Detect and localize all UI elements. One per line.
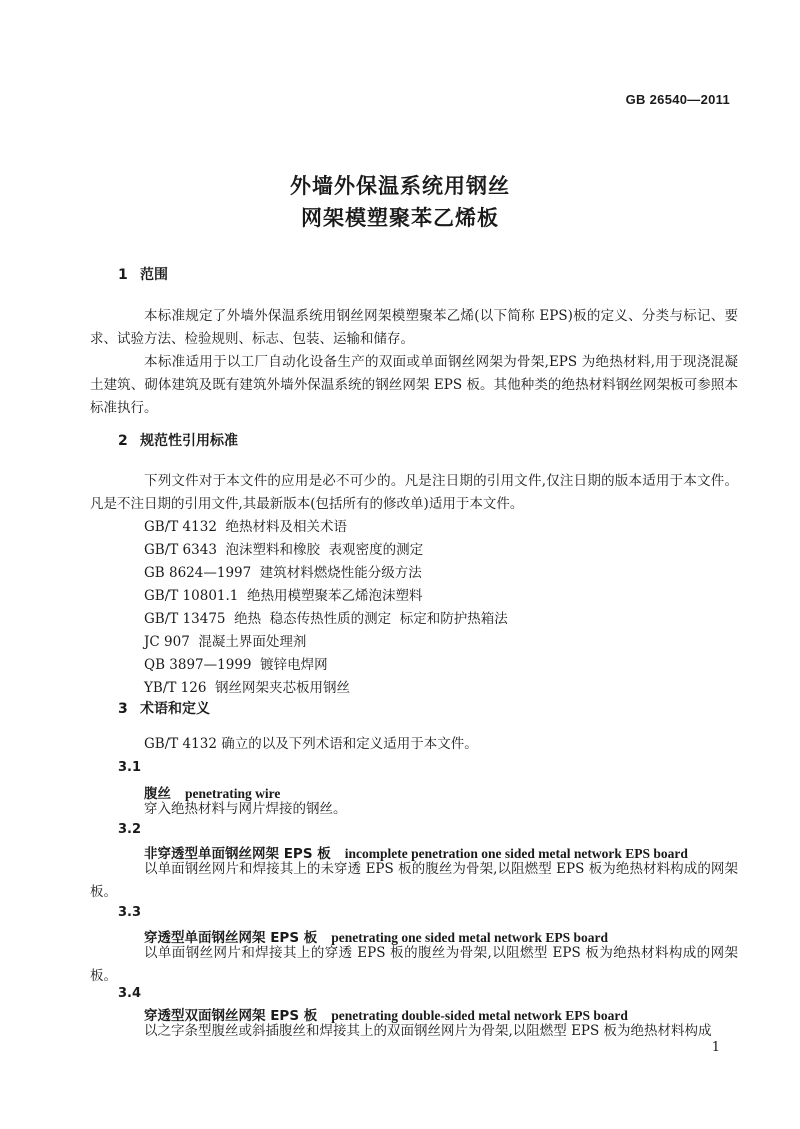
reference-item: GB/T 10801.1 绝热用模塑聚苯乙烯泡沫塑料 bbox=[144, 588, 423, 604]
section-title: 规范性引用标准 bbox=[140, 433, 238, 449]
term-definition: 穿入绝热材料与网片焊接的钢丝。 bbox=[144, 801, 347, 817]
term-chinese: 腹丝 bbox=[144, 786, 171, 802]
reference-item: QB 3897—1999 镀锌电焊网 bbox=[144, 657, 328, 673]
clause-number: 3.3 bbox=[118, 905, 142, 920]
section-1-paragraph-2: 本标准适用于以工厂自动化设备生产的双面或单面钢丝网架为骨架,EPS 为绝热材料,用于现浇混凝土建筑、砌体建筑及既有建筑外墙外保温系统的钢丝网架 EPS 板。其他种类的绝热材料钢丝网架板可参照本标准执行。 bbox=[90, 354, 738, 416]
section-3-heading bbox=[118, 698, 210, 718]
term-chinese: 非穿透型单面钢丝网架 EPS 板 bbox=[144, 846, 331, 862]
page-number: 1 bbox=[711, 1040, 720, 1055]
term-english: penetrating one sided metal network EPS board bbox=[331, 930, 608, 945]
section-number: 1 bbox=[118, 267, 128, 283]
term-english: incomplete penetration one sided metal network EPS board bbox=[344, 846, 688, 861]
reference-item: GB/T 4132 绝热材料及相关术语 bbox=[144, 519, 347, 535]
clause-number: 3.4 bbox=[118, 986, 142, 1001]
document-title-line2: 网架模塑聚苯乙烯板 bbox=[301, 206, 499, 230]
section-title: 范围 bbox=[140, 267, 168, 283]
reference-item: GB 8624—1997 建筑材料燃烧性能分级方法 bbox=[144, 565, 422, 581]
section-1-paragraph-1: 本标准规定了外墙外保温系统用钢丝网架模塑聚苯乙烯(以下简称 EPS)板的定义、分类与标记、要求、试验方法、检验规则、标志、包装、运输和储存。 bbox=[90, 308, 738, 347]
reference-item: GB/T 13475 绝热 稳态传热性质的测定 标定和防护热箱法 bbox=[144, 611, 508, 627]
term-definition: 以单面钢丝网片和焊接其上的未穿透 EPS 板的腹丝为骨架,以阻燃型 EPS 板为绝热材料构成的网架板。 bbox=[90, 861, 738, 900]
reference-item: YB/T 126 钢丝网架夹芯板用钢丝 bbox=[144, 680, 351, 696]
reference-item: GB/T 6343 泡沫塑料和橡胶 表观密度的测定 bbox=[144, 542, 424, 558]
section-number: 3 bbox=[118, 701, 128, 717]
reference-item: JC 907 混凝土界面处理剂 bbox=[144, 634, 307, 650]
section-3-intro: GB/T 4132 确立的以及下列术语和定义适用于本文件。 bbox=[144, 736, 478, 752]
term-english: penetrating wire bbox=[185, 786, 281, 801]
section-number: 2 bbox=[118, 433, 128, 449]
term-definition: 以单面钢丝网片和焊接其上的穿透 EPS 板的腹丝为骨架,以阻燃型 EPS 板为绝热材料构成的网架板。 bbox=[90, 945, 738, 984]
document-title-line1: 外墙外保温系统用钢丝 bbox=[290, 174, 510, 198]
term-english: penetrating double-sided metal network EPS board bbox=[331, 1008, 628, 1023]
section-1-heading bbox=[118, 264, 168, 284]
section-title: 术语和定义 bbox=[140, 701, 210, 717]
clause-number: 3.2 bbox=[118, 822, 142, 837]
section-2-heading bbox=[118, 430, 238, 450]
section-2-intro: 下列文件对于本文件的应用是必不可少的。凡是注日期的引用文件,仅注日期的版本适用于本文件。凡是不注日期的引用文件,其最新版本(包括所有的修改单)适用于本文件。 bbox=[90, 473, 738, 512]
clause-number: 3.1 bbox=[118, 760, 142, 775]
term-chinese: 穿透型单面钢丝网架 EPS 板 bbox=[144, 930, 318, 946]
term-chinese: 穿透型双面钢丝网架 EPS 板 bbox=[144, 1008, 318, 1024]
standard-code: GB 26540—2011 bbox=[625, 92, 730, 107]
term-definition: 以之字条型腹丝或斜插腹丝和焊接其上的双面钢丝网片为骨架,以阻燃型 EPS 板为绝热材料构成 bbox=[144, 1023, 712, 1039]
